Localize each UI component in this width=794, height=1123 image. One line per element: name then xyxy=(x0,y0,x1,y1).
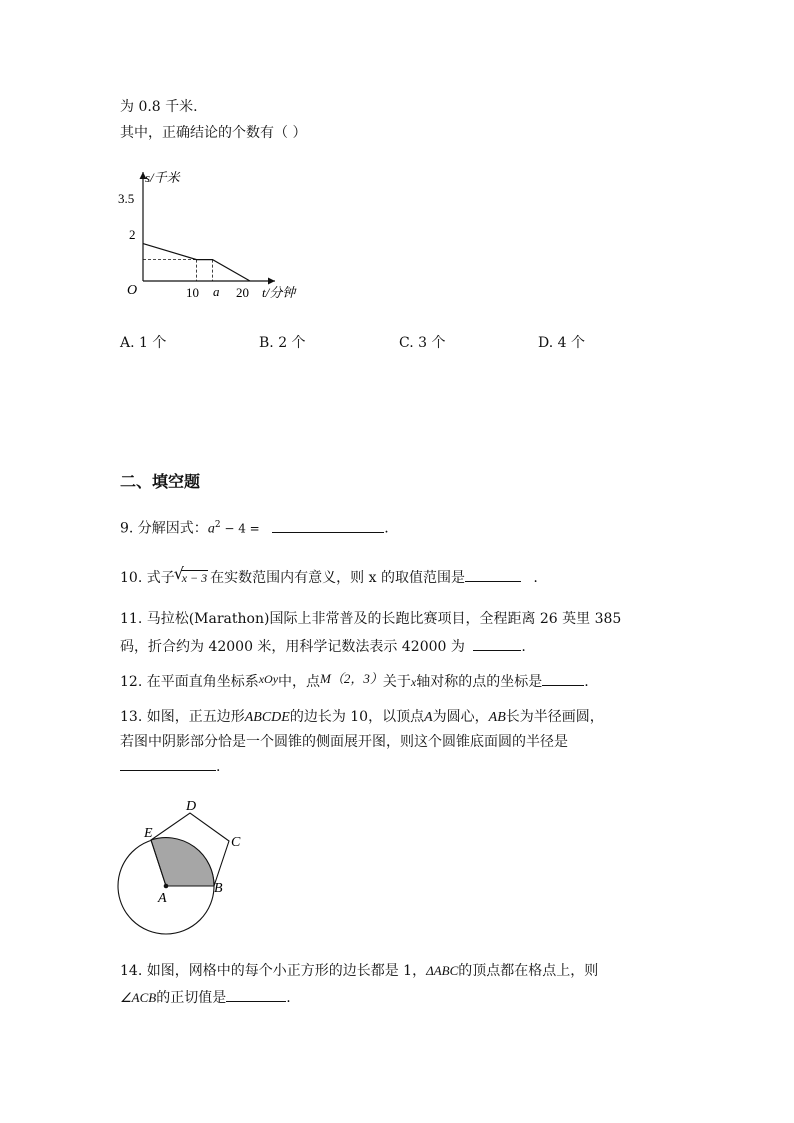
option-c-text: 3 个 xyxy=(418,335,446,351)
distance-time-graph xyxy=(110,160,310,310)
option-b-text: 2 个 xyxy=(278,335,306,351)
q13-vA: A xyxy=(424,710,433,725)
q14-l1a: 14. 如图，网格中的每个小正方形的边长都是 1， xyxy=(120,963,427,979)
q14-l1b: 的顶点都在格点上，则 xyxy=(458,963,599,979)
label-e: E xyxy=(144,826,153,841)
q13-line2: 若图中阴影部分恰是一个圆锥的侧面展开图，则这个圆锥底面圆的半径是 xyxy=(120,734,568,750)
q12-answer-blank[interactable] xyxy=(542,671,584,686)
option-d-text: 4 个 xyxy=(557,335,585,351)
q12-c: 关于 xyxy=(382,674,411,690)
q10-before: 10. 式子 xyxy=(120,570,175,586)
q11-answer-blank[interactable] xyxy=(473,636,521,651)
section-title: 二、填空题 xyxy=(120,472,201,491)
q11-line2 xyxy=(120,636,526,656)
q13-line3 xyxy=(120,756,220,776)
q9-end: . xyxy=(384,520,389,537)
q10-sqrt xyxy=(173,564,208,587)
pentagon-circle-figure xyxy=(110,795,260,940)
q14-l2b: 的正切值是 xyxy=(156,990,227,1006)
q13-line1 xyxy=(120,708,604,727)
shaded-sector xyxy=(151,838,214,886)
q12-pt: M（2，3） xyxy=(320,671,383,686)
q9-exp: 2 xyxy=(214,520,221,530)
question-9 xyxy=(120,516,389,539)
q13-answer-blank[interactable] xyxy=(120,756,216,771)
q9-expr: a xyxy=(207,521,215,537)
q13-l1b: 的边长为 10，以顶点 xyxy=(289,709,425,725)
q13-pent: ABCDE xyxy=(244,710,290,725)
q12-sys: xOy xyxy=(258,672,279,686)
q10-answer-blank[interactable] xyxy=(465,567,521,582)
y-axis-label: s/千米 xyxy=(145,170,180,185)
q13-l1c: 为圆心， xyxy=(432,709,489,725)
option-a[interactable] xyxy=(120,332,166,352)
q8-line2: 其中，正确结论的个数有（ ） xyxy=(120,125,307,141)
q13-l1a: 13. 如图，正五边形 xyxy=(120,709,245,725)
option-a-letter: A. xyxy=(120,335,135,351)
question-12 xyxy=(120,670,589,691)
x-axis-label: t/分钟 xyxy=(262,285,296,300)
label-b: B xyxy=(214,881,223,896)
q11-line2-text: 码，折合约为 42000 米，用科学记数法表示 42000 为 xyxy=(120,639,465,655)
q14-end: . xyxy=(286,990,291,1006)
q9-text: 9. 分解因式： xyxy=(120,520,208,537)
option-c[interactable] xyxy=(399,332,445,352)
x-tick-10: 10 xyxy=(186,285,199,300)
sqrt-icon: √ xyxy=(173,564,184,583)
q10-end: . xyxy=(533,570,538,586)
q12-b: 中，点 xyxy=(278,674,321,690)
option-b-letter: B. xyxy=(259,335,274,351)
q13-l1d: 长为半径画圆， xyxy=(505,709,604,725)
q13-end: . xyxy=(216,759,221,775)
label-c: C xyxy=(231,835,241,850)
q11-line1: 11. 马拉松(Marathon)国际上非常普及的长跑比赛项目，全程距离 26 英里 385 xyxy=(120,611,622,627)
option-a-text: 1 个 xyxy=(139,335,167,351)
option-d[interactable] xyxy=(538,332,585,352)
y-tick-3-5: 3.5 xyxy=(118,191,135,206)
q13-seg: AB xyxy=(488,710,506,725)
label-d: D xyxy=(186,799,197,814)
x-tick-20: 20 xyxy=(236,285,249,300)
q11-end: . xyxy=(521,639,526,655)
q14-answer-blank[interactable] xyxy=(226,987,286,1002)
q14-line2 xyxy=(120,987,291,1007)
question-10 xyxy=(120,564,538,587)
q9-answer-blank[interactable] xyxy=(272,518,384,533)
option-d-letter: D. xyxy=(538,335,554,351)
q14-angle: ∠ACB xyxy=(120,990,157,1005)
label-a: A xyxy=(158,891,167,906)
q12-end: . xyxy=(584,674,589,690)
q12-a: 12. 在平面直角坐标系 xyxy=(120,674,259,690)
q14-line1 xyxy=(120,962,598,980)
q10-after: 在实数范围内有意义，则 x 的取值范围是 xyxy=(210,570,465,586)
q8-line1: 为 0.8 千米. xyxy=(120,99,198,115)
center-point xyxy=(164,884,169,889)
x-tick-a: a xyxy=(213,284,220,299)
y-tick-2: 2 xyxy=(129,227,136,242)
q14-tri: ΔABC xyxy=(426,963,459,978)
option-b[interactable] xyxy=(259,332,306,352)
origin-label: O xyxy=(127,283,138,298)
q10-radicand: x − 3 xyxy=(181,571,208,585)
q12-axis: x xyxy=(410,675,417,689)
q9-rest: − 4 = xyxy=(220,521,260,536)
option-c-letter: C. xyxy=(399,335,414,351)
q12-d: 轴对称的点的坐标是 xyxy=(416,674,543,690)
